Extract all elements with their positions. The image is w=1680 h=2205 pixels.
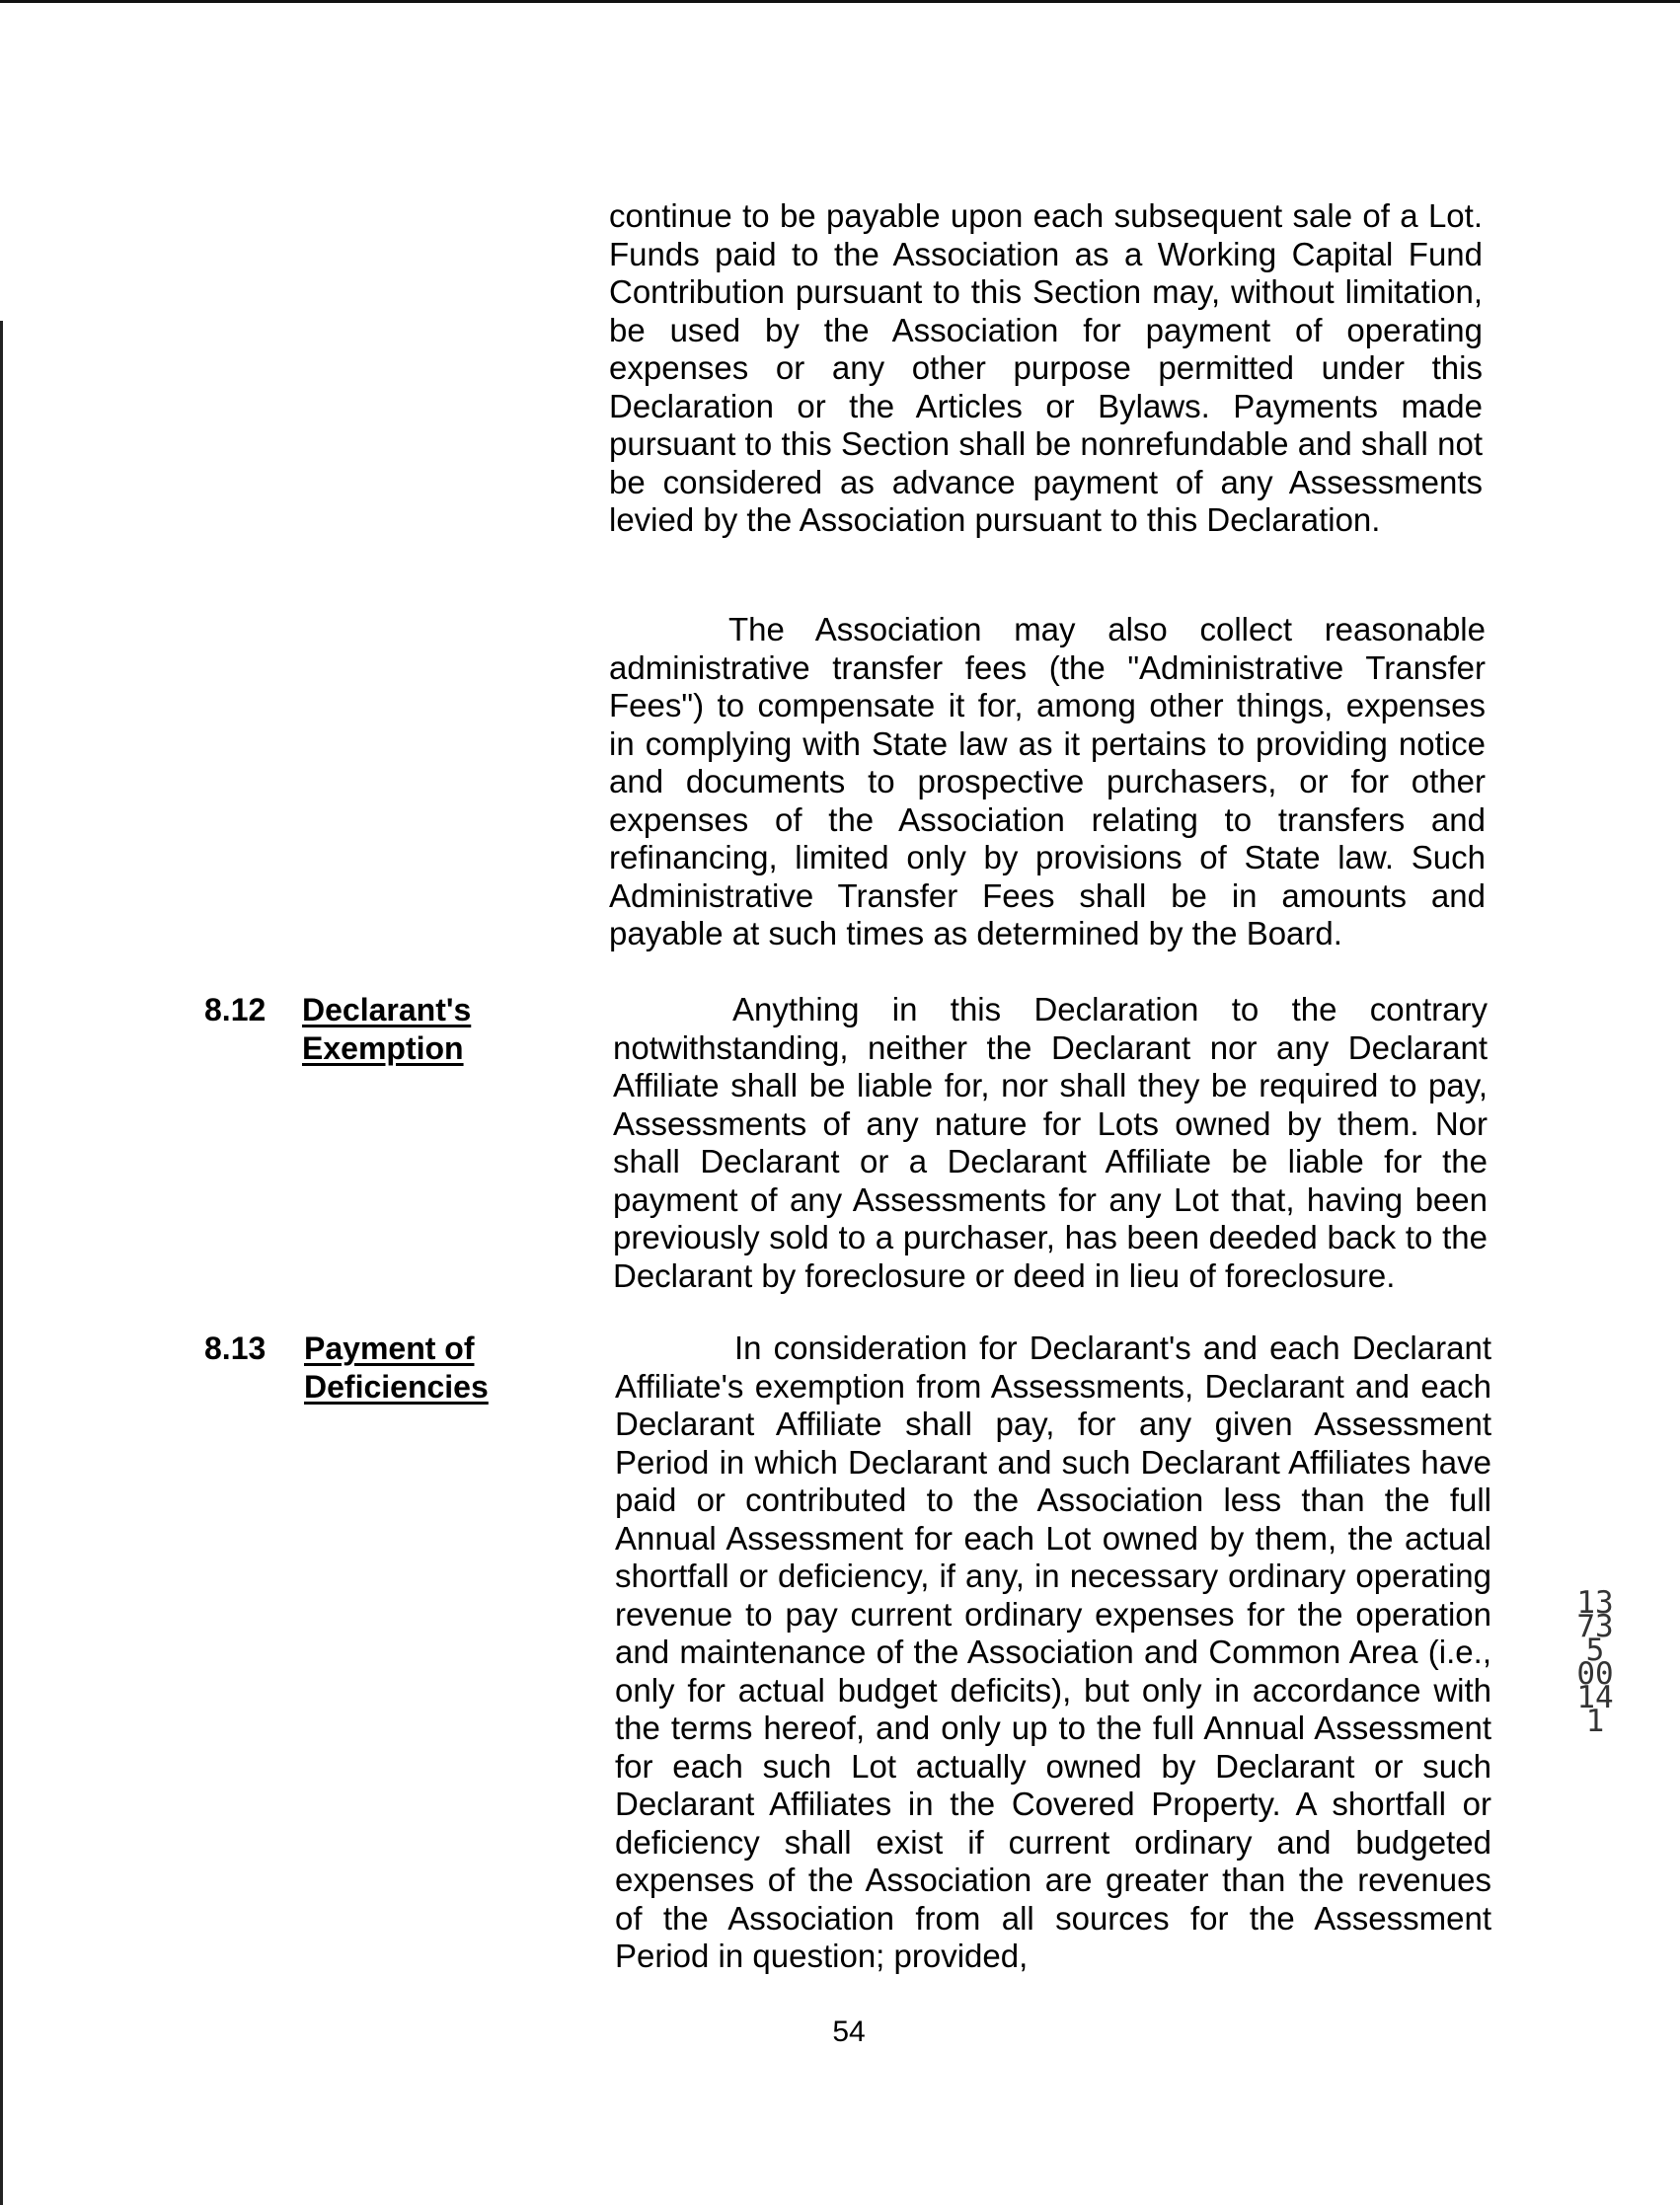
document-stamp: 13735 00141 — [1576, 1585, 1614, 1739]
section-number-8-13: 8.13 — [204, 1331, 267, 1366]
section-title-line: Exemption — [302, 1029, 464, 1066]
scan-edge-left — [0, 321, 3, 2205]
section-title-declarants-exemption — [302, 991, 559, 1067]
paragraph-transfer-fees: The Association may also collect reasonable administrative transfer fees (the "Administrative Transfer Fees") to compensate it for, among other things, expenses in complying with State law as it pertains to providing notice and documents to prospective purchasers, or for other expenses of the Association relating to transfers and refinancing, limited only by provisions of State law. Such Administrative Transfer Fees shall be in amounts and payable at such times as determined by the Board. — [609, 611, 1486, 951]
section-title-payment-of-deficiencies — [304, 1330, 561, 1406]
section-number-8-12: 8.12 — [204, 992, 267, 1027]
paragraph-working-capital: continue to be payable upon each subsequent sale of a Lot. Funds paid to the Association as a Working Capital Fund Contribution pursuant to this Section may, without limitation, be used by the Association for payment of operating expenses or any other purpose permitted under this Declaration or the Articles or Bylaws. Payments made pursuant to this Section shall be nonrefundable and shall not be considered as advance payment of any Assessments levied by the Association pursuant to this Declaration. — [609, 197, 1483, 538]
paragraph-payment-of-deficiencies: In consideration for Declarant's and each Declarant Affiliate's exemption from Assessments, Declarant and each Declarant Affiliate shall pay, for any given Assessment Period in which Declarant and such Declarant Affiliates have paid or contributed to the Association less than the full Annual Assessment for each Lot owned by them, the actual shortfall or deficiency, if any, in necessary ordinary operating revenue to pay current ordinary expenses for the operation and maintenance of the Association and Common Area (i.e., only for actual budget deficits), but only in accordance with the terms hereof, and only up to the full Annual Assessment for each such Lot actually owned by Declarant or such Declarant Affiliates in the Covered Property. A shortfall or deficiency shall exist if current ordinary and budgeted expenses of the Association are greater than the revenues of the Association from all sources for the Assessment Period in question; provided, — [615, 1330, 1491, 1974]
paragraph-declarants-exemption: Anything in this Declaration to the contrary notwithstanding, neither the Declarant nor any Declarant Affiliate shall be liable for, nor shall they be required to pay, Assessments of any nature for Lots owned by them. Nor shall Declarant or a Declarant Affiliate be liable for the payment of any Assessments for any Lot that, having been previously sold to a purchaser, has been deeded back to the Declarant by foreclosure or deed in lieu of foreclosure. — [613, 991, 1488, 1294]
section-title-line: Payment of — [304, 1331, 475, 1366]
page-number: 54 — [832, 2015, 866, 2048]
section-title-line: Declarant's — [302, 992, 472, 1027]
scan-edge-top — [0, 0, 1680, 3]
section-title-line: Deficiencies — [304, 1368, 489, 1405]
